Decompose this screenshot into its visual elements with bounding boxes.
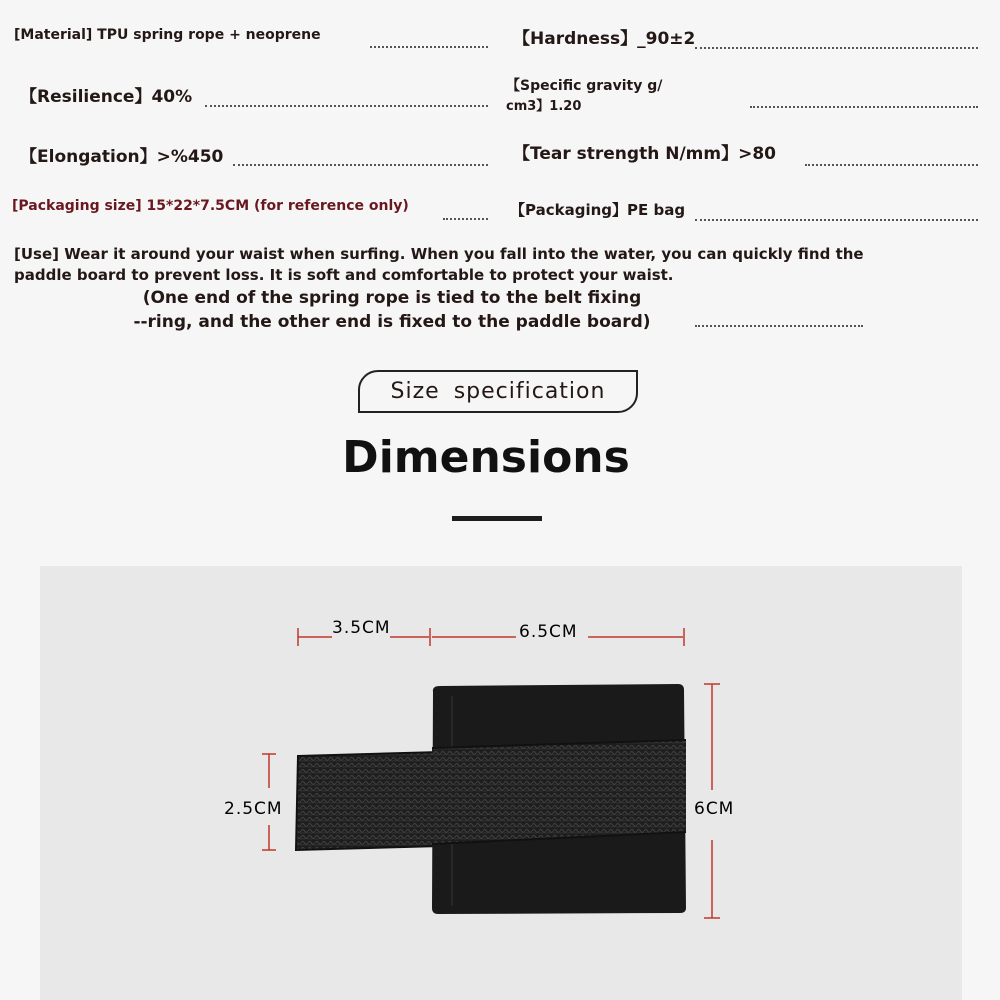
spec-packaging-size: [Packaging size] 15*22*7.5CM (for reference only) [12,198,409,214]
spec-specific-gravity-line2: cm3】1.20 [506,99,582,114]
strap-loop [296,752,440,850]
use-note-line-2: --ring, and the other end is fixed to the paddle board) [133,312,651,332]
spec-hardness: 【Hardness】_90±2 [513,29,696,49]
use-line-2: paddle board to prevent loss. It is soft and comfortable to protect your waist. [14,266,674,284]
dimension-label-body-height: 6CM [694,799,735,819]
dimension-label-body-length: 6.5CM [519,622,578,642]
spec-resilience: 【Resilience】40% [20,87,193,107]
woven-band [432,740,686,844]
spec-packaging: 【Packaging】PE bag [510,201,686,219]
dimension-label-strap-width: 2.5CM [224,799,283,819]
use-line-1: [Use] Wear it around your waist when surfing. When you fall into the water, you can quickly find the [14,245,864,263]
dimension-label-strap-length: 3.5CM [332,618,391,638]
use-note-line-1: (One end of the spring rope is tied to the belt fixing [142,288,642,308]
size-specification-badge: Size specification [358,370,638,413]
spec-tear-strength: 【Tear strength N/mm】>80 [513,144,776,164]
dimensions-title: Dimensions [342,432,630,483]
spec-material: [Material] TPU spring rope + neoprene [14,27,321,43]
spec-specific-gravity-line1: 【Specific gravity g/ [506,78,663,94]
spec-elongation: 【Elongation】>%450 [20,147,224,167]
